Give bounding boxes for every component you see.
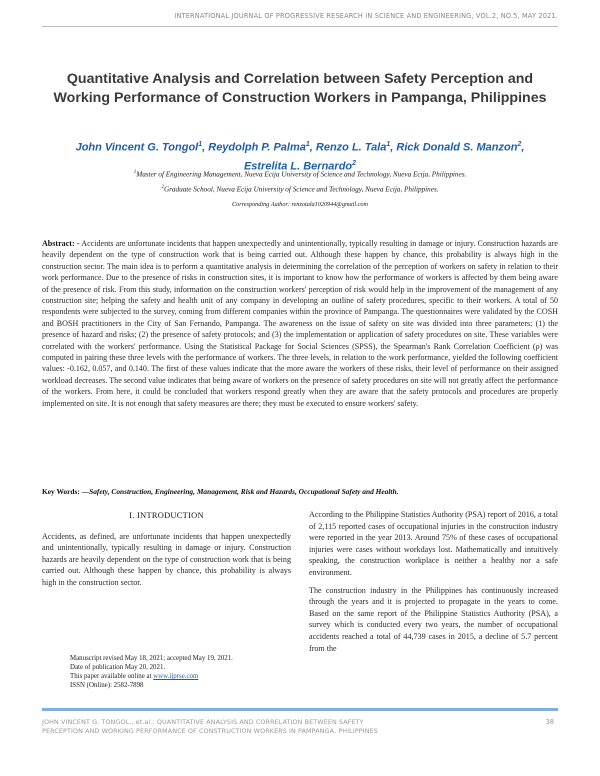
running-footer	[42, 718, 482, 736]
paper-title: Quantitative Analysis and Correlation between Safety Perception and Working Performance of Construction Workers in Pampanga, Philippines	[53, 71, 547, 106]
author-affiliation-mark: 2	[517, 141, 522, 148]
manuscript-info	[70, 654, 290, 690]
online-prefix: This paper available online at	[70, 673, 154, 681]
footer-line: JOHN VINCENT G. TONGOL., et.al.: QUANTITATIVE ANALYSIS AND CORRELATION BETWEEN SAFETY	[42, 718, 364, 726]
keywords	[42, 487, 558, 496]
affiliation-mark: 2	[161, 185, 164, 190]
footer-band	[42, 708, 558, 711]
abstract	[42, 238, 558, 409]
corresponding-author: Corresponding Author: renzotala1020944@gmail.com	[232, 201, 368, 208]
section-heading: I. INTRODUCTION	[129, 511, 204, 520]
right-column	[309, 509, 558, 660]
author-name: Renzo L. Tala	[315, 141, 387, 154]
author-affiliation-mark: 2	[352, 159, 357, 167]
author-name: Estrelita L. Bernardo	[243, 160, 353, 173]
issn: ISSN (Online): 2582-7898	[70, 682, 144, 690]
author-list: John Vincent G. Tongol$^1$, Reydolph P. Palma$^1$, Renzo L. Tala$^1$, Rick Donald S. Manzon$^2$, Estrelita L. Bernardo$^2$	[75, 141, 525, 173]
keywords-label: Key Words: —	[42, 487, 90, 496]
manuscript-revised: Manuscript revised May 18, 2021; accepted May 19, 2021.	[70, 655, 233, 662]
page-number: 38	[545, 718, 554, 726]
author-name: John Vincent G. Tongol	[75, 141, 199, 154]
author-affiliation-mark: 1	[198, 141, 203, 148]
author-affiliation-mark: 1	[386, 141, 391, 148]
body-paragraph: Accidents, as defined, are unfortunate incidents that happen unexpectedly and unintentionally, typically resulting in damage or injury. Construction hazards are heavily dependent on the type of construction work that is being carried out. Although these happen by chance, this probability is always high in the construction sector.	[42, 531, 291, 587]
affiliation-2	[40, 185, 560, 193]
affiliation-1	[40, 170, 560, 178]
header-rule	[42, 26, 558, 27]
online-availability	[70, 672, 290, 681]
affiliation-text: Graduate School, Nueva Ecija University of Science and Technology, Nueva Ecija, Philippines.	[163, 185, 439, 194]
author-name: Rick Donald S. Manzon	[396, 141, 518, 154]
author-name: Reydolph P. Palma	[208, 141, 306, 154]
keywords-text: Safety, Construction, Engineering, Management, Risk and Hazards, Occupational Safety and Health.	[89, 487, 399, 496]
abstract-text: Accidents are unfortunate incidents that happen unexpectedly and unintentionally, typically resulting in damage or injury. Construction hazards are heavily dependent on the type of construction work that is being carried out. Although these happen by chance, this probability is always high in the construction sector. The main idea is to perform a quantitative analysis in determining the correlation of the perception of workers on safety in relation to their work performance. Due to the presence of risks in construction sites, it is important to know how the performance of workers is affected by them being aware of the presence of risk. From this study, information on the construction workers' perception of risk would help in the improvement of the management of any construction site; helping the safety and health unit of any company in developing an outline of safety procedures, specific to their workers. A total of 50 respondents were subjected to the survey, coming from different companies within the province of Pampanga. The questionnaires were validated by the COSH and BOSH practitioners in the City of San Fernando, Pampanga. The awareness on the issue of safety on site was divided into three parameters: (1) the presence of hazard and risks; (2) the presence of safety protocols; and (3) the implementation or application of safety procedures on site. These variables were correlated with the workers' performance. Using the Statistical Package for Social Sciences (SPSS), the Spearman's Rank Correlation Coefficient (ρ) was computed in pairing these three levels with the performance of workers. The three levels, in relation to the work performance, yielded the following coefficient values: -0.162, 0.057, and 0.140. The first of these values indicate that the more aware the workers of these risks, their level of performance on their assigned workload decreases. The second value indicates that being aware of workers on the presence of safety procedures on site will not greatly affect the performance of the workers. From here, it could be concluded that workers respond greatly when they are aware that the safety protocols and procedures are properly implemented on site. It is not enough that safety measures are there; they must be executed to ensure workers' safety.	[42, 239, 558, 408]
body-paragraph: The construction industry in the Philippines has continuously increased through the years and it is projected to propagate in the years to come. Based on the same report of the Philippine Statistics Authority (PSA), a survey which is conducted every two years, the number of occupational accidents reached a total of 44,739 cases in 2015, a decline of 5.7 percent from the	[309, 585, 558, 653]
left-column	[42, 509, 291, 595]
affiliation-text: Master of Engineering Management, Nueva Ecija University of Science and Technology, Nueva Ecija, Philippines.	[136, 170, 467, 179]
author-affiliation-mark: 1	[305, 141, 310, 148]
publication-date: Date of publication May 20, 2021.	[70, 664, 166, 672]
affiliation-mark: 1	[133, 170, 137, 175]
footer-line: PERCEPTION AND WORKING PERFORMANCE OF CONSTRUCTION WORKERS IN PAMPANGA, PHILIPPINES	[42, 726, 378, 735]
journal-link[interactable]: www.ijprse.com	[153, 673, 199, 681]
running-head: INTERNATIONAL JOURNAL OF PROGRESSIVE RESEARCH IN SCIENCE AND ENGINEERING, VOL.2, NO.5, MAY 2021.	[174, 12, 558, 20]
body-paragraph: According to the Philippine Statistics Authority (PSA) report of 2016, a total of 2,115 reported cases of occupational injuries in the construction industry were reported in the year 2013. Around 75% of these cases of occupational injuries were cases without workdays lost. Mathematically and intuitively speaking, the construction workplace is neither a healthy nor a safe environment.	[309, 510, 558, 577]
abstract-label: Abstract: -	[42, 239, 80, 248]
